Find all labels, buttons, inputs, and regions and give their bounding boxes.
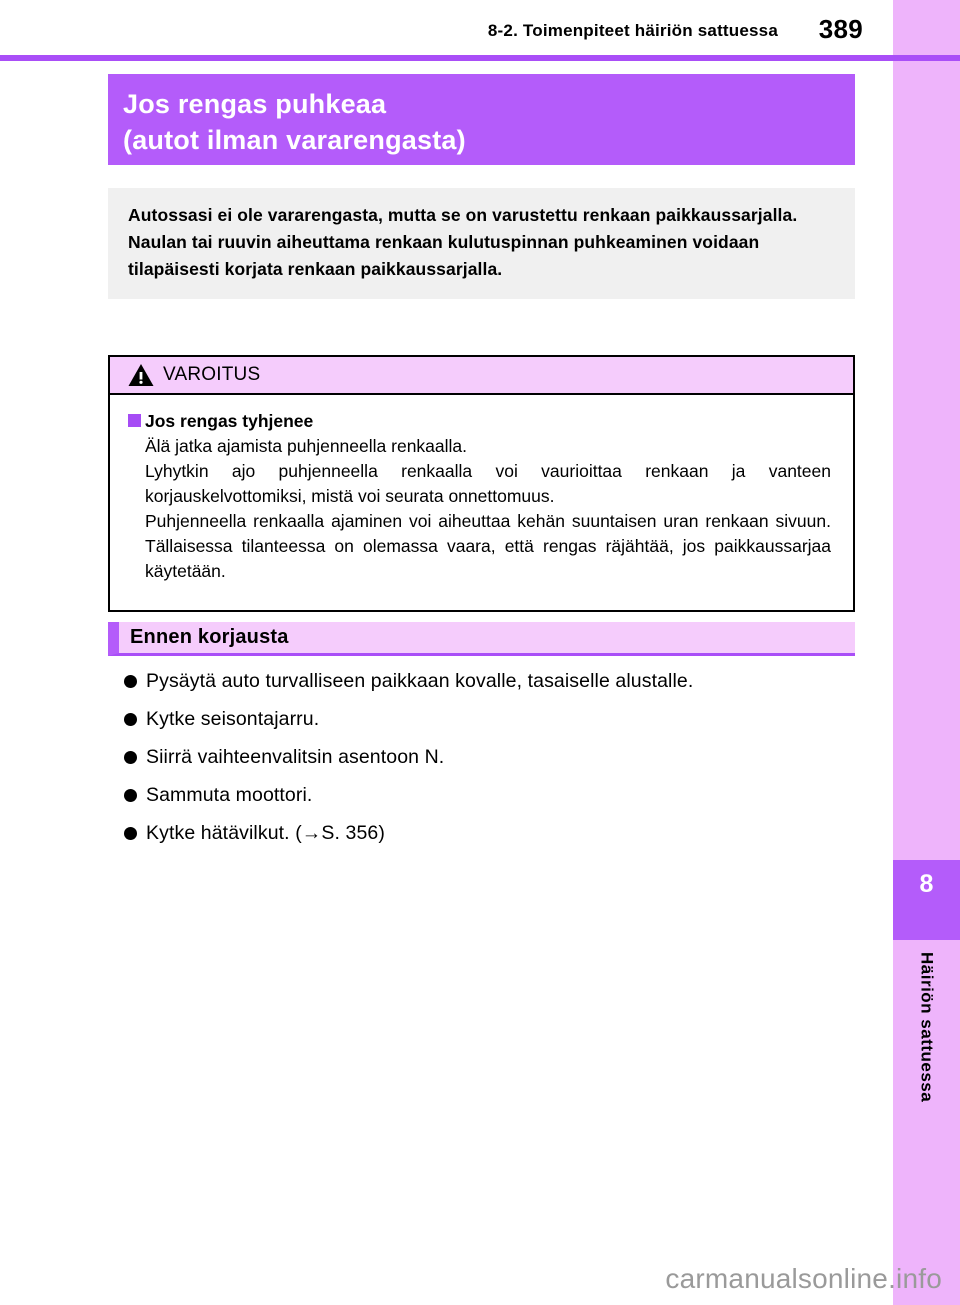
intro-paragraph: Naulan tai ruuvin aiheuttama renkaan kulutuspinnan puhkeaminen voidaan tilapäisesti korjata renkaan paikkaussarjalla. xyxy=(128,232,760,279)
chapter-rail-rule xyxy=(893,55,960,61)
page-title-line-1: Jos rengas puhkeaa xyxy=(123,89,387,119)
page-header xyxy=(0,0,893,55)
list-item xyxy=(124,668,864,695)
warning-header xyxy=(110,357,853,395)
intro-box xyxy=(108,188,855,299)
breadcrumb: 8-2. Toimenpiteet häiriön sattuessa xyxy=(487,21,778,40)
warning-subheading-row xyxy=(128,409,831,433)
chapter-number-block xyxy=(893,860,960,940)
list-item xyxy=(124,706,864,733)
warning-triangle-icon xyxy=(128,363,154,387)
list-item-label: Kytke hätävilkut. (→S. 356) xyxy=(146,822,385,844)
warning-paragraph: Lyhytkin ajo puhjenneella renkaalla voi vaurioittaa renkaan ja vanteen korjauskelvottomiksi, mistä voi seurata onnettomuus. xyxy=(145,461,831,506)
list-item xyxy=(124,820,864,847)
chapter-number: 8 xyxy=(919,870,934,898)
watermark: carmanualsonline.info xyxy=(665,1263,942,1294)
page-number: 389 xyxy=(818,14,863,44)
list-item xyxy=(124,782,864,809)
round-bullet-icon xyxy=(124,827,137,840)
warning-subheading: Jos rengas tyhjenee xyxy=(145,411,314,431)
header-rule xyxy=(0,55,893,61)
section-band xyxy=(108,622,855,656)
warning-title: VAROITUS xyxy=(163,364,261,385)
warning-paragraph: Puhjenneella renkaalla ajaminen voi aiheuttaa kehän suuntaisen uran renkaan sivuun. Tällaisessa tilanteessa on olemassa vaara, että rengas räjähtää, jos paikkaussarjaa käytetään. xyxy=(145,511,831,581)
round-bullet-icon xyxy=(124,789,137,802)
round-bullet-icon xyxy=(124,751,137,764)
list-item-label: Kytke seisontajarru. xyxy=(146,708,320,730)
round-bullet-icon xyxy=(124,675,137,688)
list-item-label: Sammuta moottori. xyxy=(146,784,313,806)
page-title-banner xyxy=(108,74,855,165)
warning-box xyxy=(108,355,855,612)
square-bullet-icon xyxy=(128,414,141,427)
chapter-label-text: Häiriön sattuessa xyxy=(917,952,937,1103)
section-band-title: Ennen korjausta xyxy=(130,626,289,648)
list-item-label: Pysäytä auto turvalliseen paikkaan kovalle, tasaiselle alustalle. xyxy=(146,670,694,692)
round-bullet-icon xyxy=(124,713,137,726)
list-item-label: Siirrä vaihteenvalitsin asentoon N. xyxy=(146,746,445,768)
intro-paragraph: Autossasi ei ole vararengasta, mutta se on varustettu renkaan paikkaussarjalla. xyxy=(128,205,798,225)
page-title-line-2: (autot ilman vararengasta) xyxy=(123,125,466,155)
procedure-list xyxy=(124,668,864,858)
warning-body xyxy=(110,395,853,610)
list-item xyxy=(124,744,864,771)
chapter-label xyxy=(893,952,960,1282)
warning-paragraph: Älä jatka ajamista puhjenneella renkaalla. xyxy=(145,436,468,456)
